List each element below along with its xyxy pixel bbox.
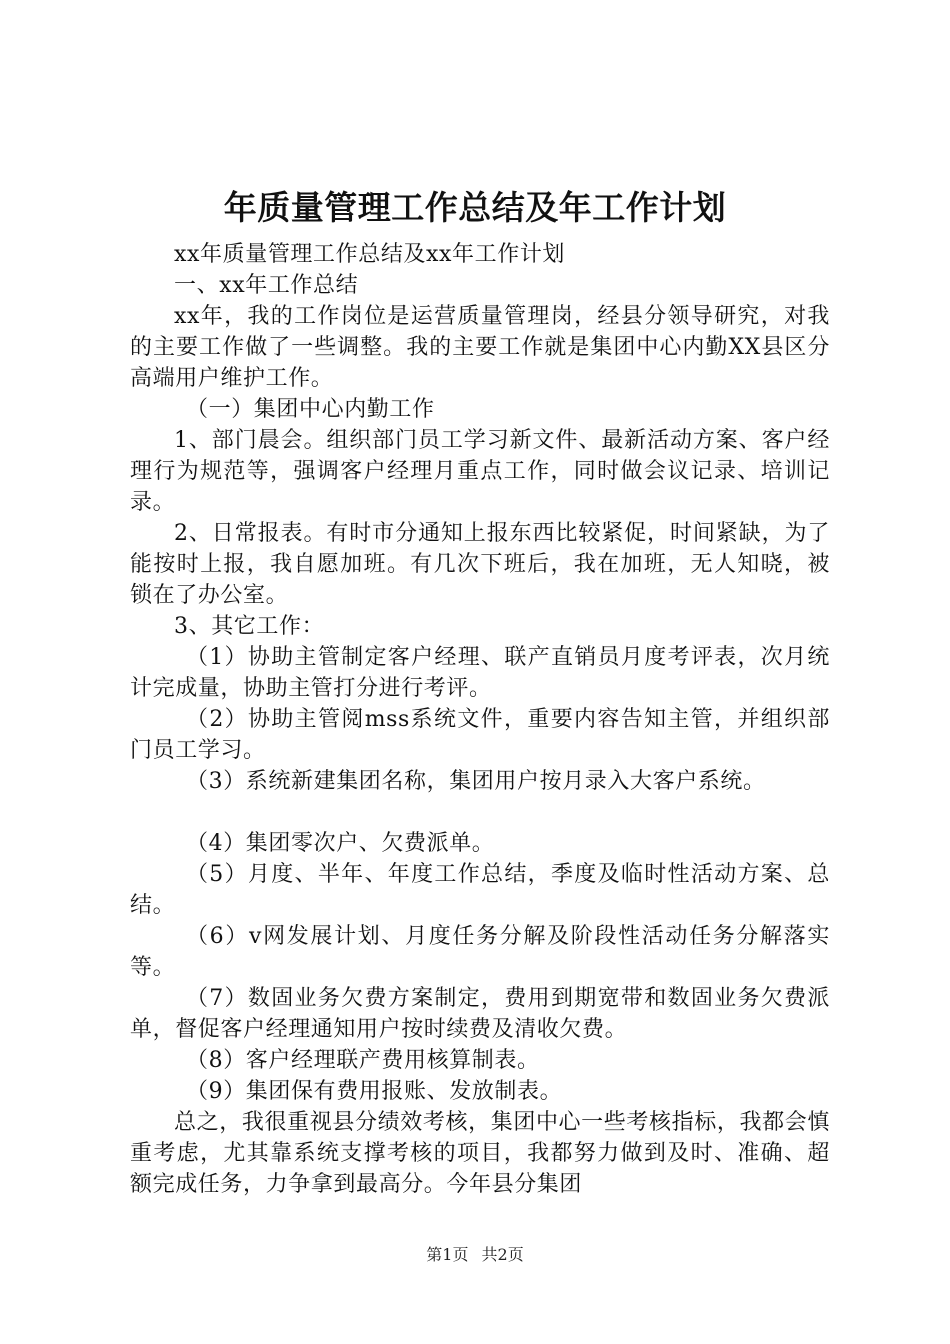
list-item: （5）月度、半年、年度工作总结，季度及临时性活动方案、总结。 (130, 862, 830, 918)
list-item: （6）v网发展计划、月度任务分解及阶段性活动任务分解落实等。 (130, 924, 830, 980)
paragraph: 总之，我很重视县分绩效考核，集团中心一些考核指标，我都会慎重考虑，尤其靠系统支撑考核的项目，我都努力做到及时、准确、超额完成任务，力争拿到最高分。今年县分集团 (130, 1110, 830, 1197)
subsection-heading: （一）集团中心内勤工作 (186, 397, 435, 422)
list-item: （2）协助主管阅mss系统文件，重要内容告知主管，并组织部门员工学习。 (130, 707, 830, 763)
list-item: （8）客户经理联产费用核算制表。 (186, 1048, 540, 1073)
paragraph: 3、其它工作： (174, 614, 325, 639)
page-count: 共2页 (481, 1245, 524, 1264)
document-title: 年质量管理工作总结及年工作计划 (223, 188, 727, 227)
list-item: （9）集团保有费用报账、发放制表。 (186, 1079, 563, 1104)
paragraph: xx年质量管理工作总结及xx年工作计划 (174, 242, 566, 267)
list-item: （7）数固业务欠费方案制定，费用到期宽带和数固业务欠费派单，督促客户经理通知用户按时续费及清收欠费。 (130, 986, 830, 1042)
list-item: （1）协助主管制定客户经理、联产直销员月度考评表，次月统计完成量，协助主管打分进行考评。 (130, 645, 830, 701)
list-item: （3）系统新建集团名称，集团用户按月录入大客户系统。 (186, 769, 766, 794)
paragraph: 1、部门晨会。组织部门员工学习新文件、最新活动方案、客户经理行为规范等，强调客户经理月重点工作，同时做会议记录、培训记录。 (130, 428, 830, 515)
paragraph: xx年，我的工作岗位是运营质量管理岗，经县分领导研究，对我的主要工作做了一些调整。我的主要工作就是集团中心内勤XX县区分高端用户维护工作。 (130, 304, 830, 391)
page-number: 第1页 (426, 1245, 469, 1264)
paragraph: 2、日常报表。有时市分通知上报东西比较紧促，时间紧缺，为了能按时上报，我自愿加班。有几次下班后，我在加班，无人知晓，被锁在了办公室。 (130, 521, 830, 608)
list-item: （4）集团零次户、欠费派单。 (186, 831, 495, 856)
document-body (130, 239, 830, 1200)
page-footer (0, 1243, 950, 1267)
section-heading: 一、xx年工作总结 (174, 273, 359, 298)
